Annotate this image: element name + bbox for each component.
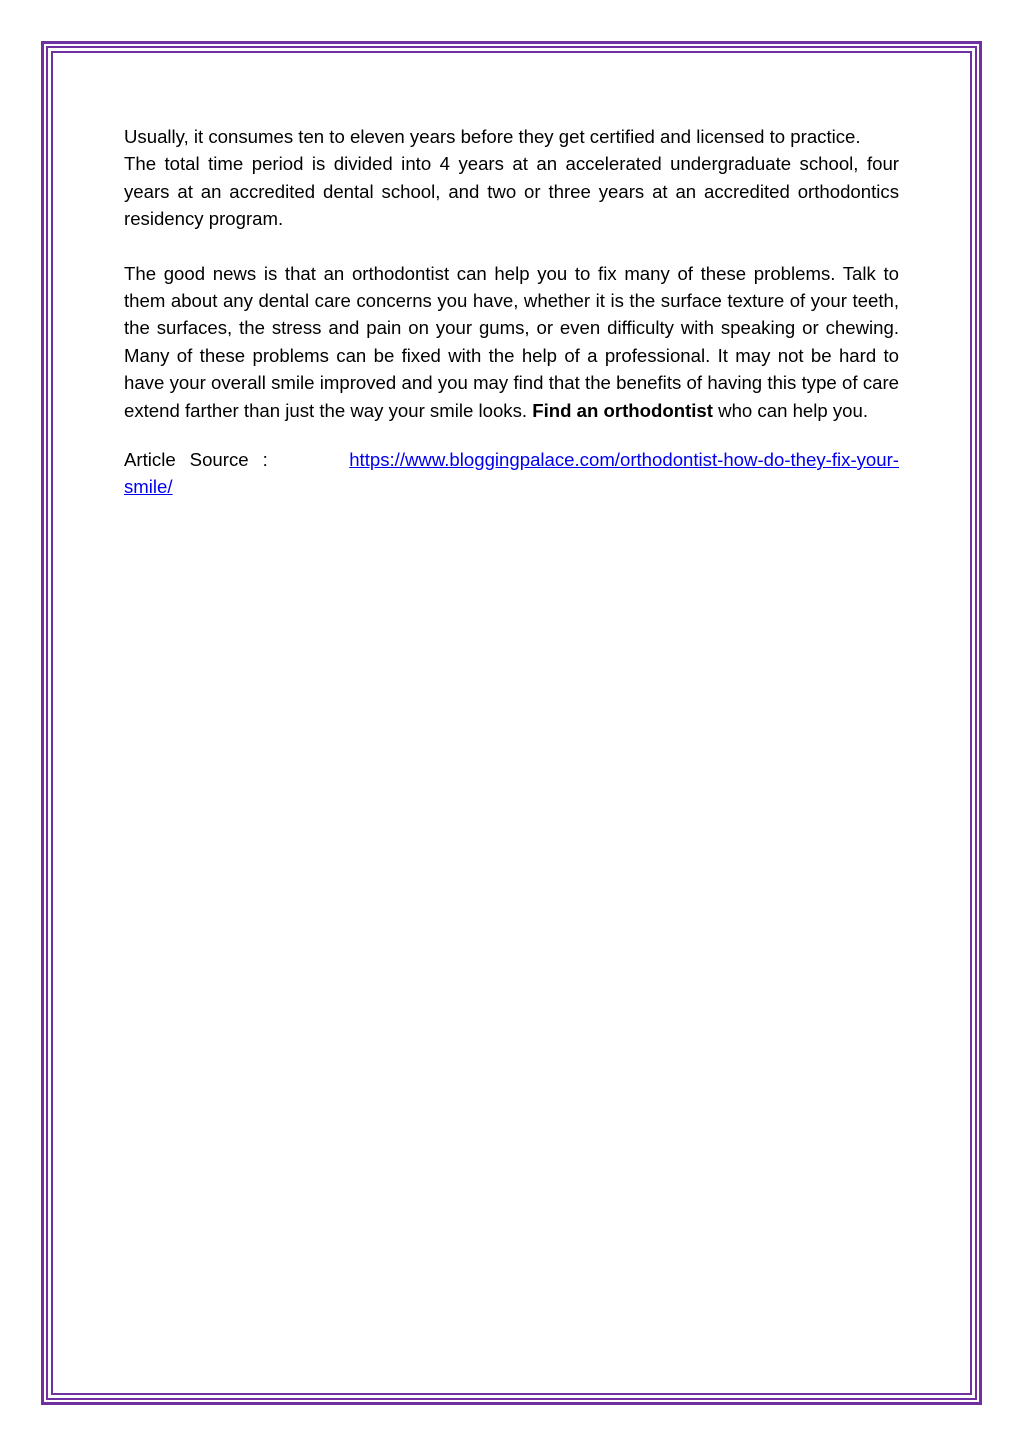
document-body (124, 123, 899, 501)
article-source-word-source: Source (189, 449, 249, 471)
article-source-link[interactable]: https://www.bloggingpalace.com/orthodontist-how-do-they-fix-your- (349, 449, 899, 471)
paragraph-spacer (124, 233, 899, 260)
paragraph-certification: Usually, it consumes ten to eleven years before they get certified and licensed to practice. (124, 126, 861, 147)
paragraph-good-news (124, 260, 899, 424)
article-source-colon: : (262, 449, 268, 471)
article-source-link-continuation[interactable]: smile/ (124, 476, 173, 498)
paragraph-spacer (124, 424, 899, 446)
good-news-ending: who can help you. (712, 399, 869, 421)
article-source-line (124, 446, 899, 473)
paragraph-time-period: The total time period is divided into 4 years at an accelerated undergraduate school, four years at an accredited dental school, and two or three years at an accredited orthodontics residency program. (124, 153, 899, 230)
find-orthodontist-bold: Find an orthodontist (532, 399, 713, 421)
article-source-link-continuation-line (124, 473, 899, 500)
good-news-text: The good news is that an orthodontist can help you to fix many of these problems. Talk to them about any dental care concerns you have, whether it is the surface texture of your teeth, the surfaces, the stress and pain on your gums, or even difficulty with speaking or chewing. Many of these problems can be fixed with the help of a professional. It may not be hard to have your overall smile improved and you may find that the benefits of having this type of care extend farther than just the way your smile looks. (124, 262, 899, 421)
article-source-label (124, 446, 268, 473)
article-source-word-article: Article (124, 449, 176, 471)
